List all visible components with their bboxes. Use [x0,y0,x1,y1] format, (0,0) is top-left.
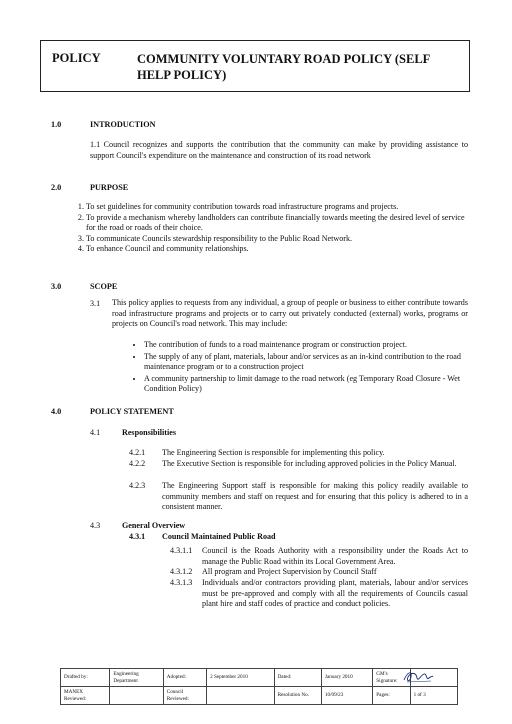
resolution-label: Resolution No. [274,687,321,705]
adopted-value: 2 September 2010 [207,669,275,687]
cmr-item-text: All program and Project Supervision by Council Staff [202,567,377,576]
manex-label: MANEX Reviewed: [61,687,110,705]
policy-title: COMMUNITY VOLUNTARY ROAD POLICY (SELF HELP POLICY) [137,52,430,82]
cmr-item-number: 4.3.1.1 [170,546,193,555]
section-number-purpose: 2.0 [51,183,62,192]
dated-label: Dated: [274,669,321,687]
section-title-purpose: PURPOSE [90,183,129,192]
council-reviewed-label: Council Reviewed: [163,687,206,705]
dated-value: January 2010 [321,669,372,687]
policy-header-box [40,40,470,92]
document-control-table [60,668,458,705]
purpose-item: 4. To enhance Council and community relationships. [86,244,466,255]
resp-item-text: The Engineering Section is responsible for implementing this policy. [162,448,385,457]
cmr-item-number: 4.3.1.2 [170,567,193,576]
drafted-by-label: Drafted by: [61,669,110,687]
scope-bullet-list [132,340,474,396]
manex-value [110,687,163,705]
resolution-value: 10/09/23 [321,687,372,705]
purpose-item: 2. To provide a mechanism whereby landholders can contribute financially towards meeting the desired level of service for the road or roads of their choice. [86,213,466,234]
resp-item-text: The Engineering Support staff is responsible for making this policy readily available to community members and staff on request and for ensuring that this policy is adhered to in a consistent manner. [162,481,468,512]
gm-signature-label: GM's Signature: [373,669,410,687]
overview-heading: General Overview [122,521,186,530]
purpose-item: 1. To set guidelines for community contribution towards road infrastructure programs and projects. [86,202,466,213]
scope-bullet: • The contribution of funds to a road maintenance program or construction project. [144,340,474,351]
scope-bullet: • The supply of any of plant, materials, labour and/or services as an in-kind contribution to the road maintenance program or to a construction project [144,352,474,373]
purpose-list [70,202,466,255]
cmr-item-text: Individuals and/or contractors providing plant, materials, labour and/or services must be pre-approved and comply with all the requirements of Councils casual plant hire and staff codes of practice and conduct policies. [202,578,468,609]
purpose-item: 3. To communicate Councils stewardship responsibility to the Public Road Network. [86,234,466,245]
resp-item-number: 4.2.2 [129,459,146,468]
section-number-intro: 1.0 [51,120,62,129]
pages-value: 1 of 3 [410,687,457,705]
scope-item-number: 3.1 [90,299,101,308]
section-title-intro: INTRODUCTION [90,120,156,129]
section-number-scope: 3.0 [51,282,62,291]
section-title-policy: POLICY STATEMENT [90,407,174,416]
adopted-label: Adopted: [163,669,206,687]
scope-bullet: • A community partnership to limit damage to the road network (eg Temporary Road Closure - Wet Condition Policy) [144,374,474,395]
resp-item-number: 4.2.1 [129,448,146,457]
resp-item-text: The Executive Section is responsible for including approved policies in the Policy Manual. [162,459,457,468]
section-number-policy: 4.0 [51,407,62,416]
cmr-item-text: Council is the Roads Authority with a responsibility under the Roads Act to manage the Public Road within its Local Government Area. [202,546,468,566]
resp-item-number: 4.2.3 [129,481,146,490]
gm-signature-image [402,669,434,685]
responsibilities-heading: Responsibilities [122,428,176,437]
intro-paragraph: 1.1 Council recognizes and supports the contribution that the community can make by providing assistance to support Council's expenditure on the maintenance and construction of its road network [90,140,468,160]
drafted-by-value: Engineering Department [110,669,163,687]
policy-label: POLICY [52,51,101,65]
council-reviewed-value [207,687,275,705]
overview-number: 4.3 [90,521,101,530]
pages-label: Pages: [373,687,410,705]
responsibilities-number: 4.1 [90,428,101,437]
cmr-item-number: 4.3.1.3 [170,578,193,587]
section-title-scope: SCOPE [90,282,118,291]
cmr-number: 4.3.1 [129,532,146,541]
cmr-heading: Council Maintained Public Road [162,532,276,541]
scope-paragraph: This policy applies to requests from any individual, a group of people or business to either contribute towards road infrastructure programs and projects or to carry out privately conducted (external) works, programs or projects on Council's road network. This may include: [112,298,468,329]
